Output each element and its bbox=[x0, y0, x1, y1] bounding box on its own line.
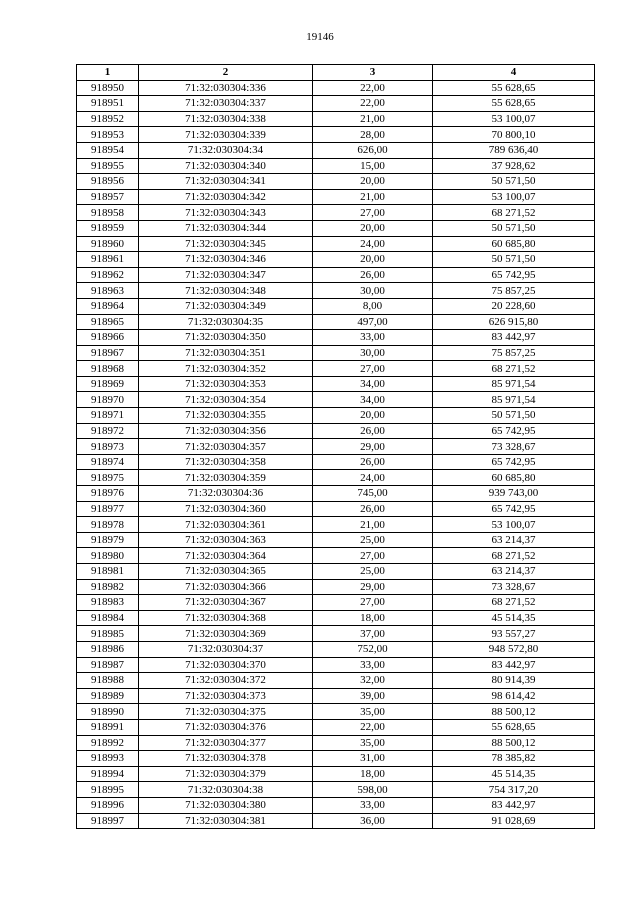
value-cell: 91 028,69 bbox=[433, 813, 595, 829]
value-cell: 83 442,97 bbox=[433, 797, 595, 813]
value-cell: 20 228,60 bbox=[433, 298, 595, 314]
table-row bbox=[77, 298, 595, 314]
row-number-cell: 918965 bbox=[77, 314, 139, 330]
cadastral-number-cell: 71:32:030304:376 bbox=[139, 719, 313, 735]
cadastral-number-cell: 71:32:030304:354 bbox=[139, 392, 313, 408]
cadastral-number-cell: 71:32:030304:365 bbox=[139, 564, 313, 580]
cadastral-number-cell: 71:32:030304:36 bbox=[139, 486, 313, 502]
value-cell: 70 800,10 bbox=[433, 127, 595, 143]
row-number-cell: 918960 bbox=[77, 236, 139, 252]
cadastral-number-cell: 71:32:030304:368 bbox=[139, 610, 313, 626]
cadastral-number-cell: 71:32:030304:35 bbox=[139, 314, 313, 330]
cadastral-number-cell: 71:32:030304:377 bbox=[139, 735, 313, 751]
page-number: 19146 bbox=[306, 31, 334, 43]
value-cell: 63 214,37 bbox=[433, 532, 595, 548]
table-row bbox=[77, 626, 595, 642]
value-cell: 80 914,39 bbox=[433, 673, 595, 689]
table-row bbox=[77, 735, 595, 751]
table-row bbox=[77, 610, 595, 626]
area-cell: 20,00 bbox=[313, 220, 433, 236]
table-row bbox=[77, 189, 595, 205]
value-cell: 85 971,54 bbox=[433, 376, 595, 392]
row-number-cell: 918966 bbox=[77, 330, 139, 346]
area-cell: 27,00 bbox=[313, 595, 433, 611]
column-header-1: 1 bbox=[77, 65, 139, 81]
cadastral-number-cell: 71:32:030304:373 bbox=[139, 688, 313, 704]
row-number-cell: 918977 bbox=[77, 501, 139, 517]
area-cell: 18,00 bbox=[313, 766, 433, 782]
row-number-cell: 918979 bbox=[77, 532, 139, 548]
row-number-cell: 918955 bbox=[77, 158, 139, 174]
row-number-cell: 918951 bbox=[77, 96, 139, 112]
area-cell: 28,00 bbox=[313, 127, 433, 143]
cadastral-number-cell: 71:32:030304:342 bbox=[139, 189, 313, 205]
table-row bbox=[77, 111, 595, 127]
cadastral-number-cell: 71:32:030304:381 bbox=[139, 813, 313, 829]
area-cell: 27,00 bbox=[313, 205, 433, 221]
value-cell: 73 328,67 bbox=[433, 439, 595, 455]
row-number-cell: 918989 bbox=[77, 688, 139, 704]
cadastral-number-cell: 71:32:030304:343 bbox=[139, 205, 313, 221]
value-cell: 939 743,00 bbox=[433, 486, 595, 502]
table-row bbox=[77, 517, 595, 533]
area-cell: 20,00 bbox=[313, 174, 433, 190]
cadastral-number-cell: 71:32:030304:380 bbox=[139, 797, 313, 813]
cadastral-number-cell: 71:32:030304:344 bbox=[139, 220, 313, 236]
row-number-cell: 918976 bbox=[77, 486, 139, 502]
area-cell: 30,00 bbox=[313, 283, 433, 299]
cadastral-number-cell: 71:32:030304:339 bbox=[139, 127, 313, 143]
area-cell: 18,00 bbox=[313, 610, 433, 626]
header-row bbox=[77, 65, 595, 81]
cadastral-number-cell: 71:32:030304:336 bbox=[139, 80, 313, 96]
value-cell: 88 500,12 bbox=[433, 704, 595, 720]
cadastral-number-cell: 71:32:030304:341 bbox=[139, 174, 313, 190]
area-cell: 20,00 bbox=[313, 408, 433, 424]
row-number-cell: 918980 bbox=[77, 548, 139, 564]
row-number-cell: 918978 bbox=[77, 517, 139, 533]
value-cell: 68 271,52 bbox=[433, 548, 595, 564]
row-number-cell: 918970 bbox=[77, 392, 139, 408]
table-row bbox=[77, 127, 595, 143]
cadastral-number-cell: 71:32:030304:345 bbox=[139, 236, 313, 252]
table-row bbox=[77, 657, 595, 673]
area-cell: 15,00 bbox=[313, 158, 433, 174]
table-row bbox=[77, 439, 595, 455]
value-cell: 626 915,80 bbox=[433, 314, 595, 330]
cadastral-number-cell: 71:32:030304:364 bbox=[139, 548, 313, 564]
cadastral-number-cell: 71:32:030304:349 bbox=[139, 298, 313, 314]
area-cell: 33,00 bbox=[313, 330, 433, 346]
row-number-cell: 918995 bbox=[77, 782, 139, 798]
value-cell: 948 572,80 bbox=[433, 641, 595, 657]
table-row bbox=[77, 486, 595, 502]
cadastral-number-cell: 71:32:030304:38 bbox=[139, 782, 313, 798]
value-cell: 65 742,95 bbox=[433, 501, 595, 517]
row-number-cell: 918967 bbox=[77, 345, 139, 361]
table-row bbox=[77, 205, 595, 221]
area-cell: 33,00 bbox=[313, 797, 433, 813]
row-number-cell: 918990 bbox=[77, 704, 139, 720]
table-row bbox=[77, 579, 595, 595]
table-row bbox=[77, 314, 595, 330]
value-cell: 93 557,27 bbox=[433, 626, 595, 642]
row-number-cell: 918987 bbox=[77, 657, 139, 673]
value-cell: 45 514,35 bbox=[433, 766, 595, 782]
table-row bbox=[77, 548, 595, 564]
row-number-cell: 918971 bbox=[77, 408, 139, 424]
cadastral-number-cell: 71:32:030304:370 bbox=[139, 657, 313, 673]
area-cell: 27,00 bbox=[313, 548, 433, 564]
value-cell: 75 857,25 bbox=[433, 345, 595, 361]
area-cell: 25,00 bbox=[313, 564, 433, 580]
area-cell: 26,00 bbox=[313, 501, 433, 517]
table-row bbox=[77, 345, 595, 361]
row-number-cell: 918969 bbox=[77, 376, 139, 392]
area-cell: 26,00 bbox=[313, 267, 433, 283]
value-cell: 65 742,95 bbox=[433, 423, 595, 439]
area-cell: 26,00 bbox=[313, 423, 433, 439]
area-cell: 34,00 bbox=[313, 376, 433, 392]
table-row bbox=[77, 564, 595, 580]
value-cell: 37 928,62 bbox=[433, 158, 595, 174]
value-cell: 55 628,65 bbox=[433, 96, 595, 112]
cadastral-number-cell: 71:32:030304:375 bbox=[139, 704, 313, 720]
value-cell: 88 500,12 bbox=[433, 735, 595, 751]
row-number-cell: 918950 bbox=[77, 80, 139, 96]
cadastral-number-cell: 71:32:030304:367 bbox=[139, 595, 313, 611]
area-cell: 27,00 bbox=[313, 361, 433, 377]
table-row bbox=[77, 688, 595, 704]
table-row bbox=[77, 673, 595, 689]
row-number-cell: 918968 bbox=[77, 361, 139, 377]
area-cell: 37,00 bbox=[313, 626, 433, 642]
column-header-4: 4 bbox=[433, 65, 595, 81]
area-cell: 36,00 bbox=[313, 813, 433, 829]
cadastral-number-cell: 71:32:030304:366 bbox=[139, 579, 313, 595]
row-number-cell: 918962 bbox=[77, 267, 139, 283]
table-row bbox=[77, 501, 595, 517]
row-number-cell: 918957 bbox=[77, 189, 139, 205]
table-row bbox=[77, 236, 595, 252]
table-row bbox=[77, 766, 595, 782]
area-cell: 34,00 bbox=[313, 392, 433, 408]
area-cell: 32,00 bbox=[313, 673, 433, 689]
row-number-cell: 918963 bbox=[77, 283, 139, 299]
cadastral-number-cell: 71:32:030304:357 bbox=[139, 439, 313, 455]
row-number-cell: 918956 bbox=[77, 174, 139, 190]
table-header bbox=[77, 65, 595, 81]
table-row bbox=[77, 80, 595, 96]
table-row bbox=[77, 532, 595, 548]
row-number-cell: 918973 bbox=[77, 439, 139, 455]
cadastral-number-cell: 71:32:030304:340 bbox=[139, 158, 313, 174]
row-number-cell: 918953 bbox=[77, 127, 139, 143]
value-cell: 50 571,50 bbox=[433, 220, 595, 236]
cadastral-number-cell: 71:32:030304:337 bbox=[139, 96, 313, 112]
row-number-cell: 918985 bbox=[77, 626, 139, 642]
area-cell: 20,00 bbox=[313, 252, 433, 268]
table-row bbox=[77, 719, 595, 735]
row-number-cell: 918984 bbox=[77, 610, 139, 626]
area-cell: 39,00 bbox=[313, 688, 433, 704]
value-cell: 75 857,25 bbox=[433, 283, 595, 299]
table-row bbox=[77, 252, 595, 268]
value-cell: 68 271,52 bbox=[433, 361, 595, 377]
table-row bbox=[77, 142, 595, 158]
table-row bbox=[77, 408, 595, 424]
value-cell: 45 514,35 bbox=[433, 610, 595, 626]
row-number-cell: 918996 bbox=[77, 797, 139, 813]
value-cell: 83 442,97 bbox=[433, 657, 595, 673]
value-cell: 63 214,37 bbox=[433, 564, 595, 580]
value-cell: 68 271,52 bbox=[433, 205, 595, 221]
cadastral-number-cell: 71:32:030304:346 bbox=[139, 252, 313, 268]
cadastral-number-cell: 71:32:030304:350 bbox=[139, 330, 313, 346]
value-cell: 55 628,65 bbox=[433, 719, 595, 735]
cadastral-number-cell: 71:32:030304:351 bbox=[139, 345, 313, 361]
cadastral-number-cell: 71:32:030304:359 bbox=[139, 470, 313, 486]
table-row bbox=[77, 376, 595, 392]
row-number-cell: 918958 bbox=[77, 205, 139, 221]
area-cell: 29,00 bbox=[313, 579, 433, 595]
area-cell: 24,00 bbox=[313, 470, 433, 486]
row-number-cell: 918991 bbox=[77, 719, 139, 735]
value-cell: 50 571,50 bbox=[433, 174, 595, 190]
area-cell: 626,00 bbox=[313, 142, 433, 158]
table-row bbox=[77, 174, 595, 190]
value-cell: 68 271,52 bbox=[433, 595, 595, 611]
cadastral-number-cell: 71:32:030304:37 bbox=[139, 641, 313, 657]
table-row bbox=[77, 267, 595, 283]
area-cell: 29,00 bbox=[313, 439, 433, 455]
table-row bbox=[77, 96, 595, 112]
cadastral-number-cell: 71:32:030304:361 bbox=[139, 517, 313, 533]
table-body bbox=[77, 80, 595, 829]
table-row bbox=[77, 595, 595, 611]
table-row bbox=[77, 704, 595, 720]
table-row bbox=[77, 330, 595, 346]
table-row bbox=[77, 641, 595, 657]
value-cell: 50 571,50 bbox=[433, 408, 595, 424]
area-cell: 25,00 bbox=[313, 532, 433, 548]
row-number-cell: 918993 bbox=[77, 751, 139, 767]
cadastral-number-cell: 71:32:030304:358 bbox=[139, 454, 313, 470]
row-number-cell: 918975 bbox=[77, 470, 139, 486]
row-number-cell: 918972 bbox=[77, 423, 139, 439]
column-header-2: 2 bbox=[139, 65, 313, 81]
value-cell: 789 636,40 bbox=[433, 142, 595, 158]
cadastral-number-cell: 71:32:030304:360 bbox=[139, 501, 313, 517]
value-cell: 53 100,07 bbox=[433, 189, 595, 205]
cadastral-number-cell: 71:32:030304:34 bbox=[139, 142, 313, 158]
value-cell: 78 385,82 bbox=[433, 751, 595, 767]
table-row bbox=[77, 454, 595, 470]
area-cell: 35,00 bbox=[313, 704, 433, 720]
cadastral-number-cell: 71:32:030304:372 bbox=[139, 673, 313, 689]
row-number-cell: 918964 bbox=[77, 298, 139, 314]
row-number-cell: 918974 bbox=[77, 454, 139, 470]
table-row bbox=[77, 361, 595, 377]
table-row bbox=[77, 158, 595, 174]
area-cell: 21,00 bbox=[313, 517, 433, 533]
row-number-cell: 918954 bbox=[77, 142, 139, 158]
area-cell: 8,00 bbox=[313, 298, 433, 314]
cadastral-number-cell: 71:32:030304:338 bbox=[139, 111, 313, 127]
value-cell: 60 685,80 bbox=[433, 236, 595, 252]
row-number-cell: 918983 bbox=[77, 595, 139, 611]
table-row bbox=[77, 470, 595, 486]
cadastral-number-cell: 71:32:030304:347 bbox=[139, 267, 313, 283]
cadastral-number-cell: 71:32:030304:356 bbox=[139, 423, 313, 439]
value-cell: 98 614,42 bbox=[433, 688, 595, 704]
value-cell: 73 328,67 bbox=[433, 579, 595, 595]
area-cell: 745,00 bbox=[313, 486, 433, 502]
cadastral-number-cell: 71:32:030304:348 bbox=[139, 283, 313, 299]
row-number-cell: 918988 bbox=[77, 673, 139, 689]
table-row bbox=[77, 220, 595, 236]
row-number-cell: 918982 bbox=[77, 579, 139, 595]
value-cell: 50 571,50 bbox=[433, 252, 595, 268]
value-cell: 65 742,95 bbox=[433, 267, 595, 283]
area-cell: 31,00 bbox=[313, 751, 433, 767]
table-row bbox=[77, 283, 595, 299]
value-cell: 85 971,54 bbox=[433, 392, 595, 408]
value-cell: 60 685,80 bbox=[433, 470, 595, 486]
row-number-cell: 918992 bbox=[77, 735, 139, 751]
area-cell: 598,00 bbox=[313, 782, 433, 798]
row-number-cell: 918959 bbox=[77, 220, 139, 236]
area-cell: 497,00 bbox=[313, 314, 433, 330]
value-cell: 65 742,95 bbox=[433, 454, 595, 470]
value-cell: 55 628,65 bbox=[433, 80, 595, 96]
area-cell: 21,00 bbox=[313, 189, 433, 205]
cadastral-number-cell: 71:32:030304:379 bbox=[139, 766, 313, 782]
value-cell: 83 442,97 bbox=[433, 330, 595, 346]
table-row bbox=[77, 751, 595, 767]
area-cell: 21,00 bbox=[313, 111, 433, 127]
cadastral-number-cell: 71:32:030304:353 bbox=[139, 376, 313, 392]
table-row bbox=[77, 392, 595, 408]
area-cell: 33,00 bbox=[313, 657, 433, 673]
data-table bbox=[76, 64, 595, 829]
row-number-cell: 918952 bbox=[77, 111, 139, 127]
table-row bbox=[77, 423, 595, 439]
table-row bbox=[77, 797, 595, 813]
cadastral-number-cell: 71:32:030304:352 bbox=[139, 361, 313, 377]
value-cell: 53 100,07 bbox=[433, 111, 595, 127]
table-row bbox=[77, 813, 595, 829]
area-cell: 24,00 bbox=[313, 236, 433, 252]
cadastral-number-cell: 71:32:030304:363 bbox=[139, 532, 313, 548]
cadastral-number-cell: 71:32:030304:378 bbox=[139, 751, 313, 767]
area-cell: 22,00 bbox=[313, 96, 433, 112]
area-cell: 26,00 bbox=[313, 454, 433, 470]
value-cell: 754 317,20 bbox=[433, 782, 595, 798]
cadastral-number-cell: 71:32:030304:369 bbox=[139, 626, 313, 642]
row-number-cell: 918961 bbox=[77, 252, 139, 268]
row-number-cell: 918994 bbox=[77, 766, 139, 782]
row-number-cell: 918986 bbox=[77, 641, 139, 657]
area-cell: 22,00 bbox=[313, 719, 433, 735]
area-cell: 22,00 bbox=[313, 80, 433, 96]
area-cell: 30,00 bbox=[313, 345, 433, 361]
row-number-cell: 918997 bbox=[77, 813, 139, 829]
area-cell: 35,00 bbox=[313, 735, 433, 751]
value-cell: 53 100,07 bbox=[433, 517, 595, 533]
row-number-cell: 918981 bbox=[77, 564, 139, 580]
table-row bbox=[77, 782, 595, 798]
column-header-3: 3 bbox=[313, 65, 433, 81]
cadastral-number-cell: 71:32:030304:355 bbox=[139, 408, 313, 424]
area-cell: 752,00 bbox=[313, 641, 433, 657]
